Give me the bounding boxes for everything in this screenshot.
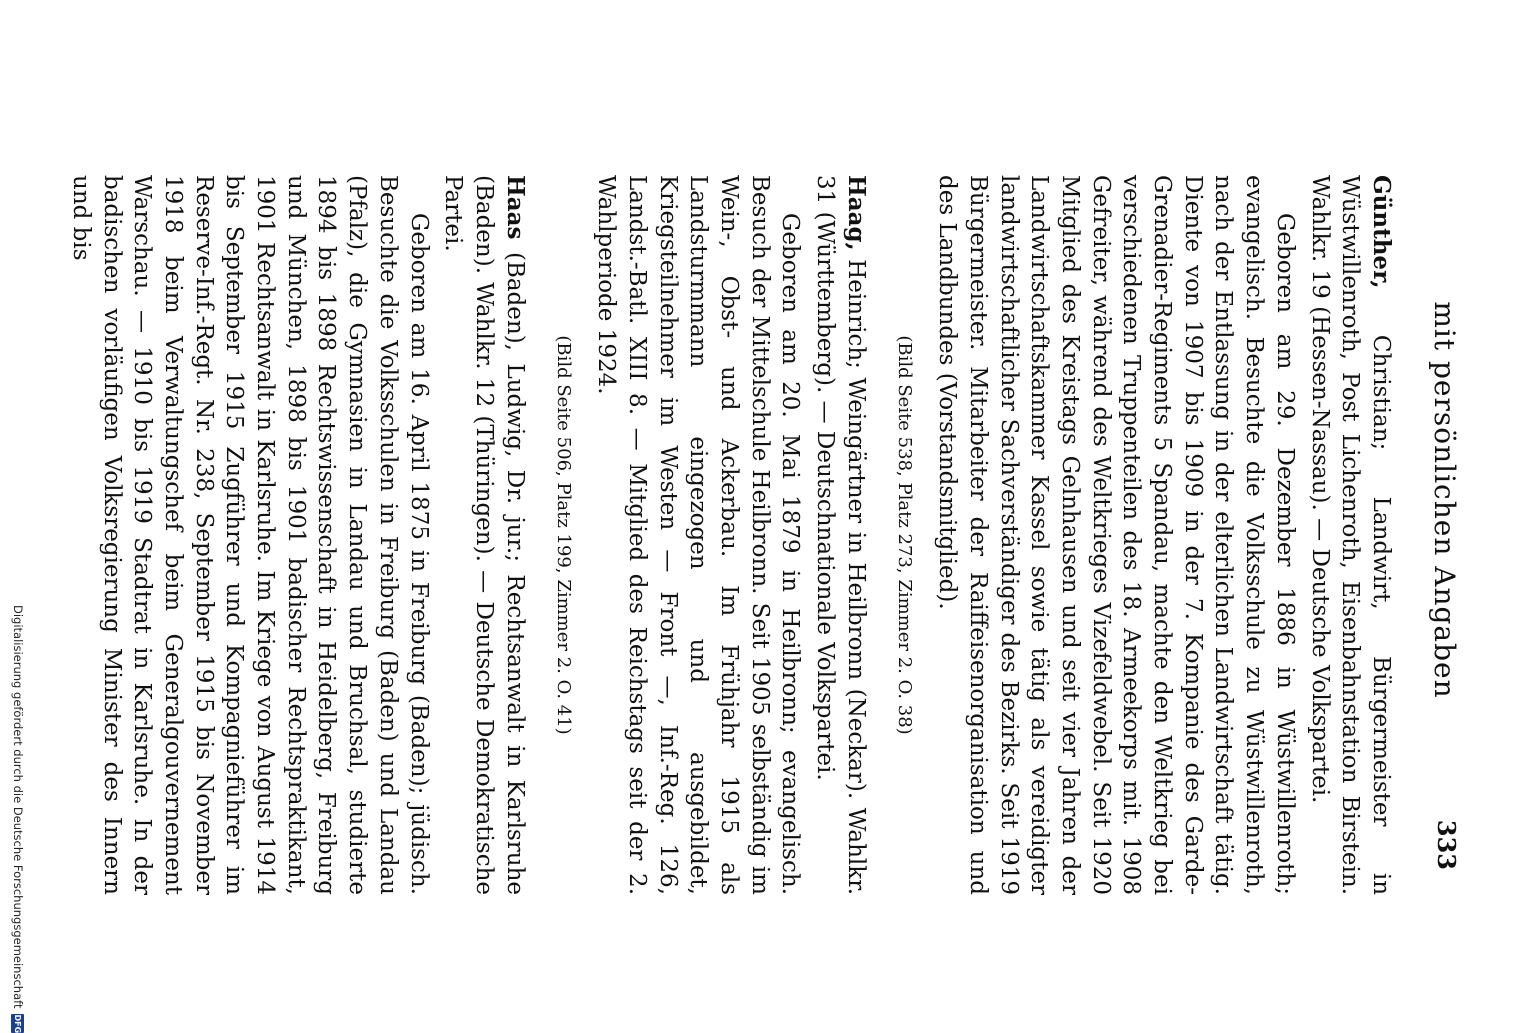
- entry-name: Haag,: [842, 175, 870, 251]
- entry-heading-text: Christian; Landwirt, Bürgermeister in Wüstwillenroth, Post Lichenroth, Eisenbahnstation Birstein. Wahlkr. 19 (Hessen-Nassau). — Deutsche Volkspartei.: [1306, 175, 1394, 896]
- entry-name: Haas: [501, 175, 529, 240]
- biography-entry: [65, 175, 530, 895]
- dfg-logo: DFG: [13, 1014, 23, 1033]
- entry-heading-text: (Baden), Ludwig, Dr. jur.; Rechtsanwalt in Karlsruhe (Baden). Wahlkr. 12 (Thüringen). — Deutsche Demokratische Partei.: [440, 175, 528, 895]
- entry-seat-reference: (Bild Seite 538, Platz 273, Zimmer 2. O. 38): [894, 335, 916, 735]
- entry-heading: [809, 175, 870, 895]
- entry-seat-reference: (Bild Seite 506, Platz 199, Zimmer 2. O. 41): [553, 335, 575, 735]
- page-header: [1421, 140, 1461, 870]
- entry-biography: Geboren am 20. Mai 1879 in Heilbronn; evangelisch. Besuch der Mittelschule Heilbronn. Seit 1905 selbständig im Wein-, Obst- und Ackerbau. Im Frühjahr 1915 als Landsturmmann eingezogen und ausgebildet, Kriegsteilnehmer im Westen — Front —, Inf.-Reg. 126, Landst.-Batl. XIII 8. — Mitglied des Reichstags seit der 2. Wahlperiode 1924.: [593, 175, 804, 895]
- page-number: 333: [1432, 819, 1461, 870]
- entry-heading: [1304, 175, 1396, 895]
- digitization-credit: [9, 605, 27, 1033]
- document-body: [47, 175, 1396, 895]
- entry-heading-text: Heinrich; Weingärtner in Heilbronn (Neckar). Wahlkr. 31 (Württemberg). — Deutschnationale Volkspartei.: [812, 175, 869, 896]
- biography-entry: [889, 175, 1396, 895]
- biography-entry: [548, 175, 871, 895]
- running-title: mit persönlichen Angaben: [1428, 301, 1461, 699]
- entry-biography: Geboren am 29. Dezember 1886 in Wüstwillenroth; evangelisch. Besuchte die Volksschule zu Wüstwillenroth, nach der Entlassung in der elterlichen Landwirtschaft tätig. Diente von 1907 bis 1909 in der 7. Kompanie des Garde-Grenadier-Regiments 5 Spandau, machte den Weltkrieg bei verschiedenen Truppenteilen des 18. Armeekorps mit. 1908 Gefreiter, während des Weltkrieges Vizefeldwebel. Seit 1920 Mitglied des Kreistags Gelnhausen und seit vier Jahren der Landwirtschaftskammer Kassel sowie tätig als vereidigter landwirtschaftlicher Sachverständiger des Bezirks. Seit 1919 Bürgermeister. Mitarbeiter der Raiffeisenorganisation und des Landbundes (Vorstandsmitglied).: [934, 175, 1298, 895]
- entry-name: Günther,: [1368, 175, 1395, 289]
- entry-heading: [438, 175, 530, 895]
- entry-biography: Geboren am 16. April 1875 in Freiburg (Baden); jüdisch. Besuchte die Volksschulen in Freiburg (Baden) und Landau (Pfalz), die Gymnasien in Landau und Bruchsal, studierte 1894 bis 1898 Rechtswissenschaft in Heidelberg, Freiburg und München, 1898 bis 1901 badischer Rechtspraktikant, 1901 Rechtsanwalt in Karlsruhe. Im Kriege von August 1914 bis September 1915 Zugführer und Kompagnieführer im Reserve-Inf.-Regt. Nr. 238, September 1915 bis November 1918 beim Verwaltungschef beim Generalgouvernement Warschau. — 1910 bis 1919 Stadtrat in Karlsruhe. In der badischen vorläufigen Volksregierung Minister des Innern und bis: [67, 175, 432, 895]
- credit-text: Digitalisierung gefördert durch die Deutsche Forschungsgemeinschaft: [11, 605, 25, 1009]
